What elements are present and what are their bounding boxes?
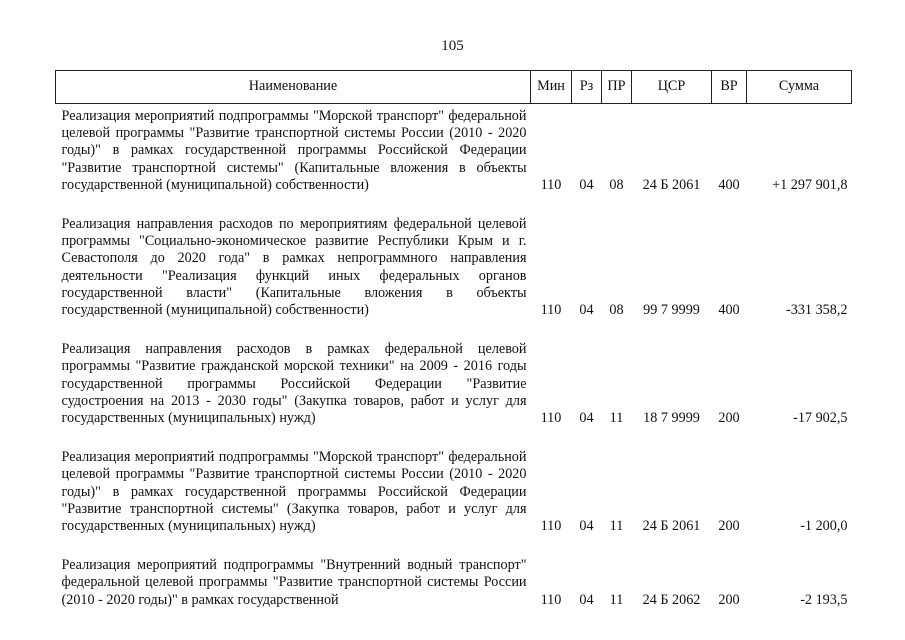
header-min: Мин <box>531 71 572 104</box>
table-body <box>56 104 852 609</box>
table-row <box>56 553 852 609</box>
row-min: 110 <box>540 518 562 535</box>
row-csr: 24 Б 2062 <box>642 591 701 608</box>
row-csr: 18 7 9999 <box>643 410 700 427</box>
row-name: Реализация мероприятий подпрограммы "Морской транспорт" федеральной целевой программы "Развитие транспортной системы России (2010 - 2020 годы)" в рамках государственной программы Российской Федерации "Развитие транспортной системы" (Капитальные вложения в объекты государственной (муниципальной) собственности) <box>61 108 527 193</box>
row-name: Реализация мероприятий подпрограммы "Морской транспорт" федеральной целевой программы "Развитие транспортной системы России (2010 - 2020 годы)" в рамках государственной программы Российской Федерации "Развитие транспортной системы" (Закупка товаров, работ и услуг для государственных (муниципальных) нужд) <box>61 449 527 535</box>
row-rz: 04 <box>579 591 594 608</box>
table-row <box>56 445 852 535</box>
table-row <box>56 104 852 195</box>
table-row <box>56 212 852 319</box>
header-pr: ПР <box>602 71 632 104</box>
row-sum: -17 902,5 <box>793 410 848 427</box>
table-row <box>56 337 852 427</box>
header-csr: ЦСР <box>632 71 712 104</box>
row-sum: -1 200,0 <box>800 518 848 535</box>
row-pr: 11 <box>609 410 624 427</box>
row-sum: -2 193,5 <box>800 591 848 608</box>
row-rz: 04 <box>579 176 594 193</box>
row-min: 110 <box>540 410 562 427</box>
header-name: Наименование <box>56 71 531 104</box>
header-vr: ВР <box>712 71 747 104</box>
row-sum: -331 358,2 <box>786 302 848 319</box>
row-csr: 24 Б 2061 <box>642 518 701 535</box>
row-sum: +1 297 901,8 <box>772 176 848 193</box>
header-rz: Рз <box>572 71 602 104</box>
row-pr: 08 <box>609 176 624 193</box>
row-name: Реализация направления расходов по мероприятиям федеральной целевой программы "Социально-экономическое развитие Республики Крым и г. Севастополя до 2020 года" в рамках непрограммного направления деятельности "Реализация функций иных федеральных органов государственной власти" (Капитальные вложения в объекты государственной (муниципальной) собственности) <box>61 216 527 319</box>
row-min: 110 <box>540 176 562 193</box>
row-vr: 400 <box>718 176 740 193</box>
row-pr: 11 <box>609 591 624 608</box>
row-vr: 200 <box>718 518 740 535</box>
row-vr: 400 <box>718 302 740 319</box>
row-rz: 04 <box>579 518 594 535</box>
row-pr: 11 <box>609 518 624 535</box>
row-pr: 08 <box>609 302 624 319</box>
row-rz: 04 <box>579 302 594 319</box>
row-rz: 04 <box>579 410 594 427</box>
row-vr: 200 <box>718 591 740 608</box>
row-csr: 24 Б 2061 <box>642 176 701 193</box>
row-name: Реализация мероприятий подпрограммы "Внутренний водный транспорт" федеральной целевой программы "Развитие транспортной системы России (2010 - 2020 годы)" в рамках государственной <box>61 557 527 608</box>
row-vr: 200 <box>718 410 740 427</box>
table-header <box>56 71 852 104</box>
row-csr: 99 7 9999 <box>643 302 700 319</box>
row-min: 110 <box>540 302 562 319</box>
row-min: 110 <box>540 591 562 608</box>
budget-table <box>55 70 852 609</box>
row-name: Реализация направления расходов в рамках федеральной целевой программы "Развитие гражданской морской техники" на 2009 - 2016 годы государственной программы Российской Федерации "Развитие судостроения на 2013 - 2030 годы" (Закупка товаров, работ и услуг для государственных (муниципальных) нужд) <box>61 341 527 427</box>
page-number: 105 <box>441 38 464 54</box>
header-sum: Сумма <box>747 71 852 104</box>
